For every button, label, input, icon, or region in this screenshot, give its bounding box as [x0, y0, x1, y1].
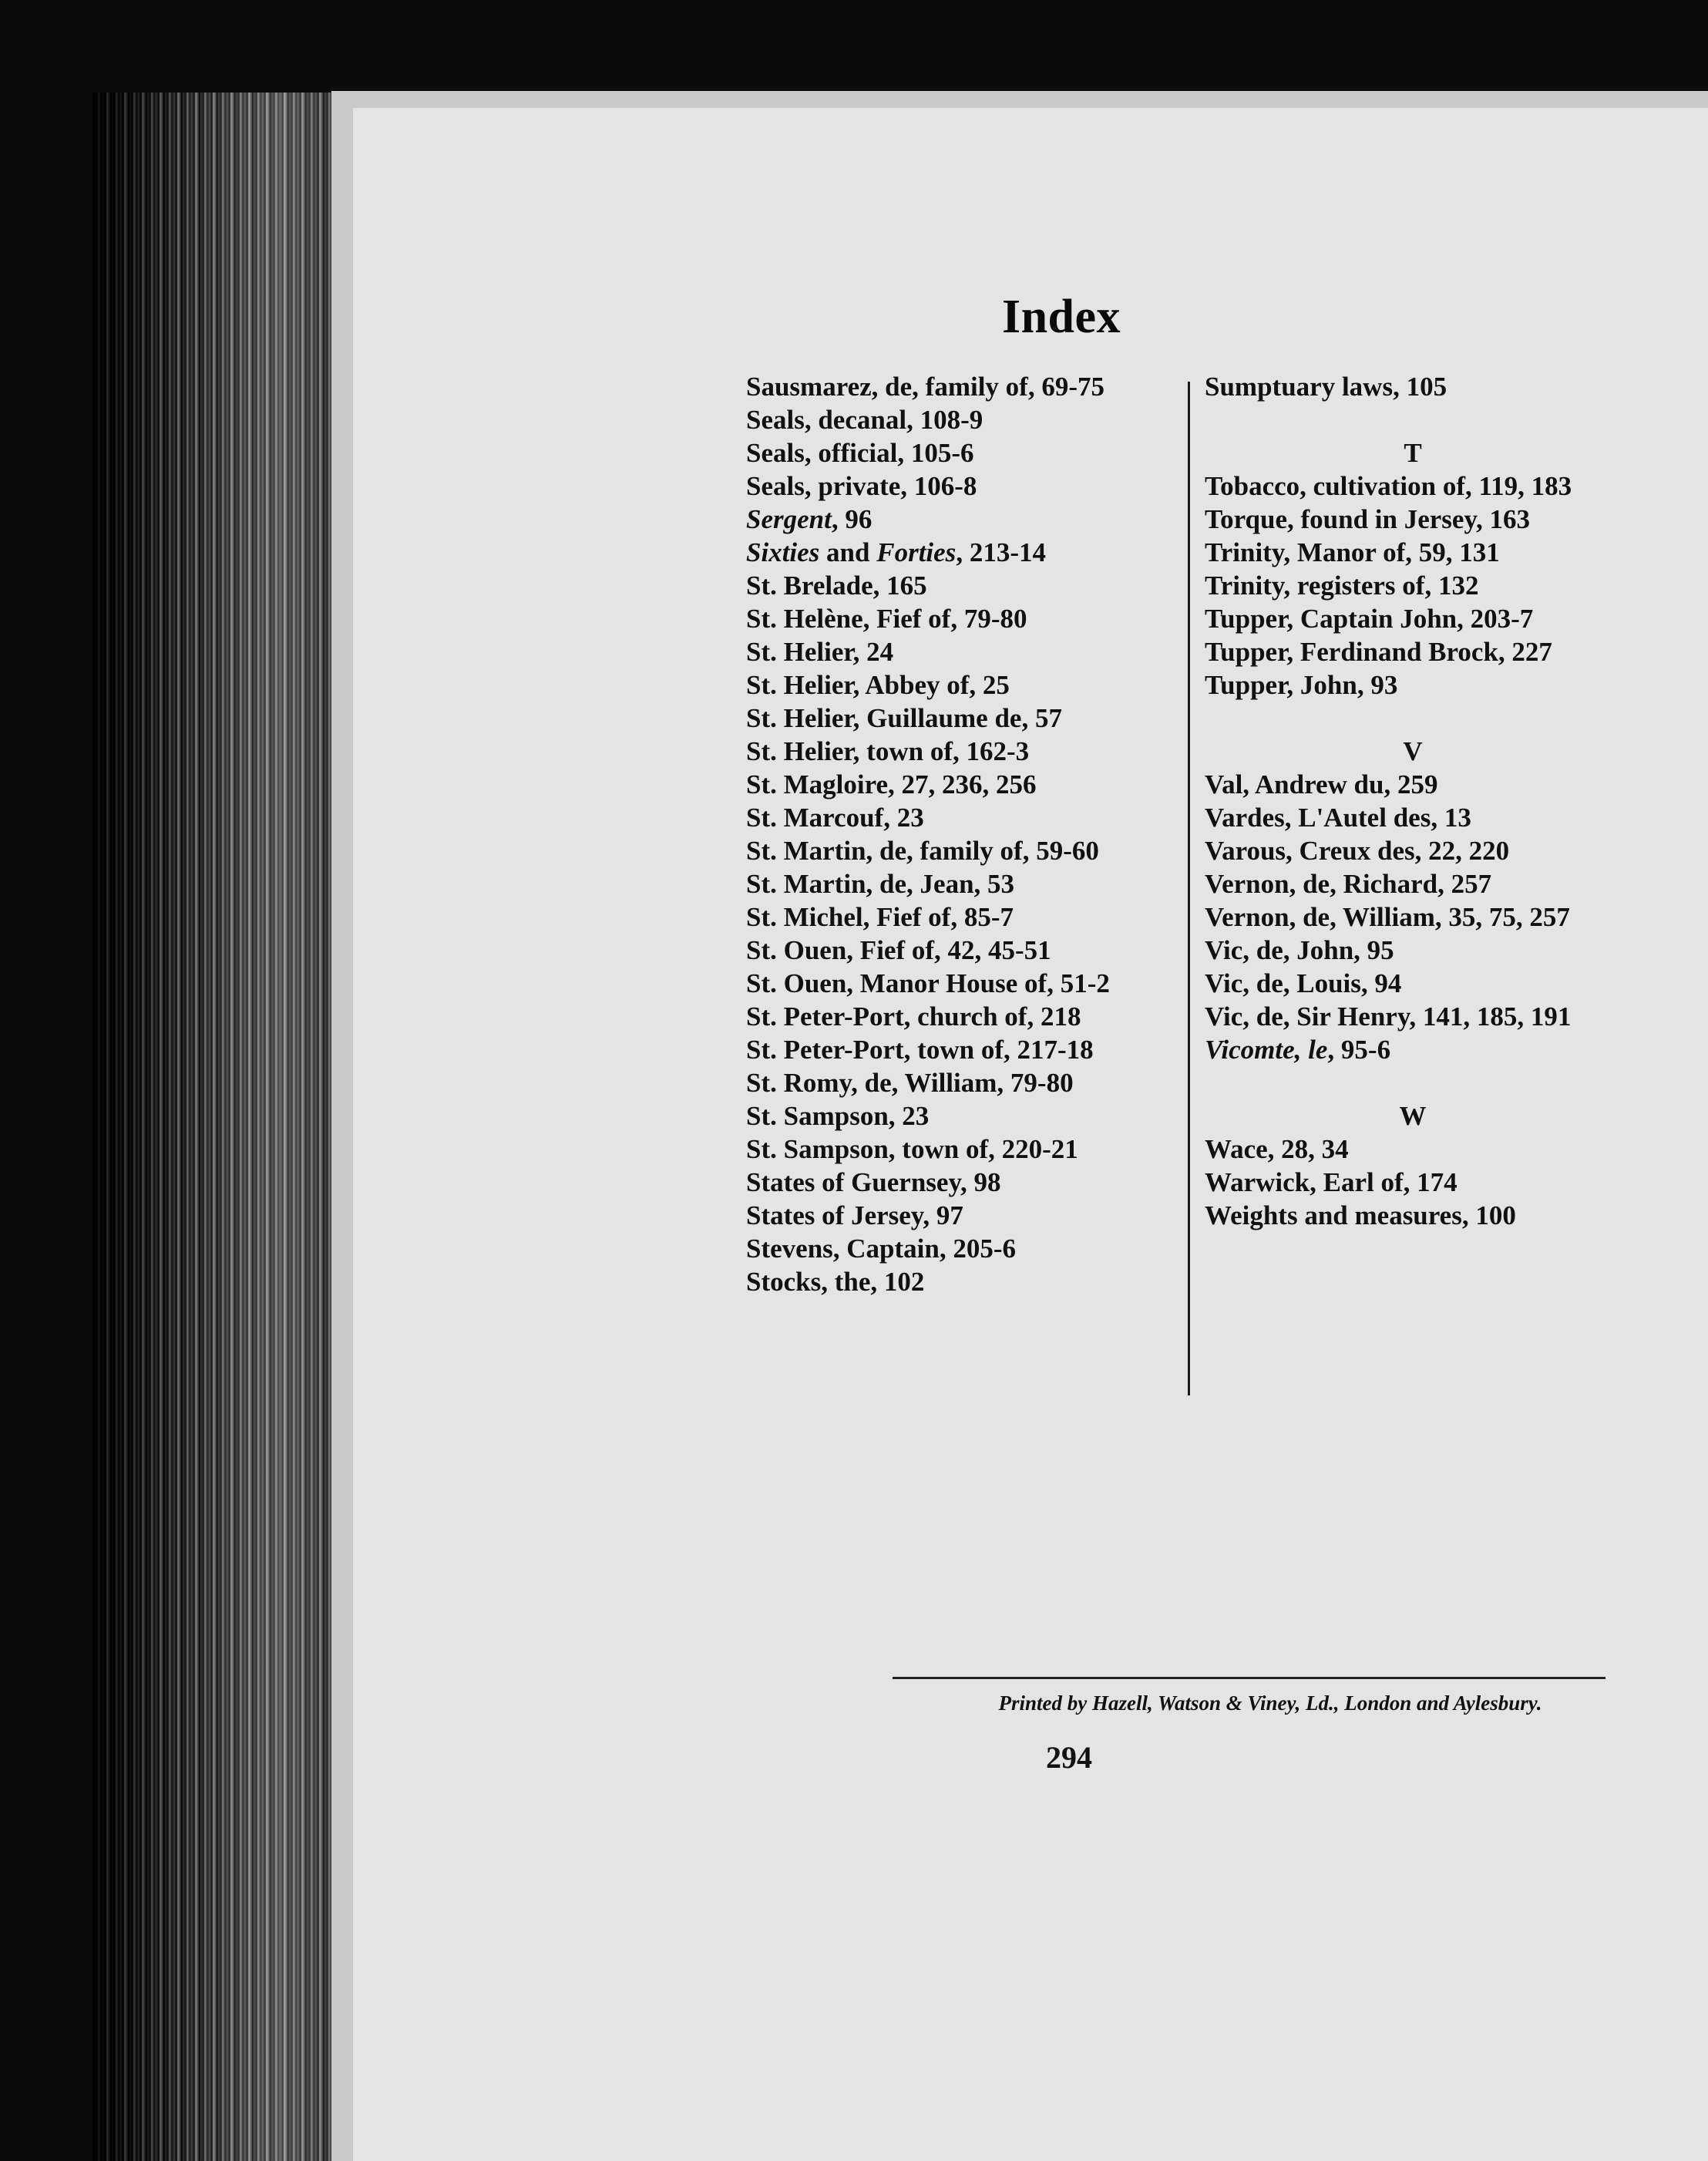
section-letter-t: T [1404, 438, 1422, 468]
index-entry: Varous, Creux des, 22, 220 [1205, 836, 1510, 866]
index-entry: Stocks, the, 102 [746, 1267, 925, 1297]
index-entry: St. Michel, Fief of, 85-7 [746, 902, 1014, 932]
index-entry: St. Magloire, 27, 236, 256 [746, 769, 1037, 799]
page-number: 294 [1046, 1740, 1092, 1775]
index-entry: Wace, 28, 34 [1205, 1134, 1349, 1164]
index-entry: States of Jersey, 97 [746, 1200, 963, 1230]
book-page [353, 108, 1708, 2161]
section-letter-v: V [1403, 736, 1423, 766]
colophon-rule [893, 1677, 1605, 1679]
book-page-edges [92, 93, 362, 2161]
index-entry: Seals, decanal, 108-9 [746, 405, 983, 435]
index-entry: St. Helier, town of, 162-3 [746, 736, 1030, 766]
index-entry: Vic, de, Louis, 94 [1205, 968, 1402, 998]
index-entry: Tupper, Captain John, 203-7 [1205, 604, 1534, 634]
index-column-right [1205, 370, 1621, 1232]
index-entry: St. Ouen, Fief of, 42, 45-51 [746, 935, 1051, 965]
index-entry: Warwick, Earl of, 174 [1205, 1167, 1458, 1197]
index-entry: Sumptuary laws, 105 [1205, 372, 1447, 402]
index-entry: St. Romy, de, William, 79-80 [746, 1068, 1074, 1098]
index-entry: Torque, found in Jersey, 163 [1205, 504, 1531, 534]
index-column-left [746, 370, 1110, 1298]
index-entry: St. Ouen, Manor House of, 51-2 [746, 968, 1110, 998]
index-entry: Vic, de, Sir Henry, 141, 185, 191 [1205, 1001, 1572, 1032]
index-entry: Weights and measures, 100 [1205, 1200, 1516, 1230]
index-entry: Seals, private, 106-8 [746, 471, 977, 501]
index-entry: St. Peter-Port, church of, 218 [746, 1001, 1081, 1032]
section-letter-w: W [1399, 1101, 1427, 1131]
index-entry: Tupper, Ferdinand Brock, 227 [1205, 637, 1552, 667]
index-entry: St. Marcouf, 23 [746, 803, 924, 833]
index-entry: Tobacco, cultivation of, 119, 183 [1205, 471, 1572, 501]
index-entry: Stevens, Captain, 205-6 [746, 1234, 1017, 1264]
index-entry: St. Helier, Guillaume de, 57 [746, 703, 1062, 733]
index-entry: States of Guernsey, 98 [746, 1167, 1001, 1197]
index-entry: Sixties and Forties, 213-14 [746, 537, 1046, 567]
index-entry: Vardes, L'Autel des, 13 [1205, 803, 1471, 833]
index-entry: Seals, official, 105-6 [746, 438, 974, 468]
index-entry: St. Martin, de, family of, 59-60 [746, 836, 1099, 866]
index-entry: Trinity, registers of, 132 [1205, 571, 1479, 601]
index-entry: Val, Andrew du, 259 [1205, 769, 1438, 799]
page-title: Index [1001, 291, 1121, 343]
index-entry: Vicomte, le, 95-6 [1205, 1035, 1391, 1065]
index-entry: St. Helier, 24 [746, 637, 894, 667]
index-entry: Vic, de, John, 95 [1205, 935, 1394, 965]
index-entry: St. Sampson, town of, 220-21 [746, 1134, 1078, 1164]
index-entry: Sausmarez, de, family of, 69-75 [746, 372, 1104, 402]
printer-colophon: Printed by Hazell, Watson & Viney, Ld., London and Aylesbury. [998, 1691, 1542, 1715]
index-entry: Trinity, Manor of, 59, 131 [1205, 537, 1500, 567]
index-entry: Tupper, John, 93 [1205, 670, 1398, 700]
index-entry: Sergent, 96 [746, 504, 872, 534]
index-entry: St. Helier, Abbey of, 25 [746, 670, 1010, 700]
index-entry: St. Peter-Port, town of, 217-18 [746, 1035, 1094, 1065]
index-entry: St. Sampson, 23 [746, 1101, 930, 1131]
index-entry: Vernon, de, William, 35, 75, 257 [1205, 902, 1570, 932]
index-entry: Vernon, de, Richard, 257 [1205, 869, 1492, 899]
index-entry: St. Helène, Fief of, 79-80 [746, 604, 1027, 634]
index-entry: St. Brelade, 165 [746, 571, 927, 601]
index-entry: St. Martin, de, Jean, 53 [746, 869, 1015, 899]
column-divider [1188, 382, 1190, 1395]
